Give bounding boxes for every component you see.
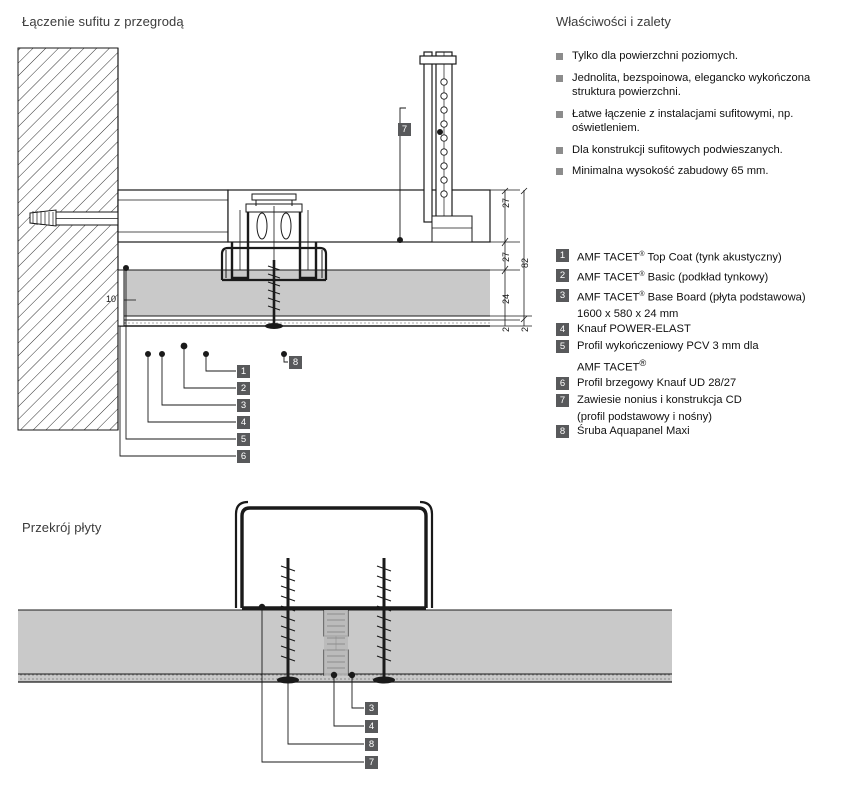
bullet-square-icon	[556, 168, 563, 175]
feature-text: Minimalna wysokość zabudowy 65 mm.	[572, 165, 769, 177]
legend-item	[556, 339, 841, 354]
legend-item	[556, 376, 841, 391]
bottom-section-panel	[0, 490, 700, 790]
tag-8-top: 8	[289, 356, 302, 369]
feature-item	[556, 71, 836, 100]
feature-text: Dla konstrukcji sufitowych podwieszanych.	[572, 143, 783, 156]
top-detail-title: Łączenie sufitu z przegrodą	[22, 14, 184, 29]
bullet-square-icon	[556, 147, 563, 154]
legend-label: Śruba Aquapanel Maxi	[577, 425, 690, 438]
features-panel	[556, 14, 836, 186]
legend-sublabel: (profil podstawowy i nośny)	[577, 410, 712, 423]
bottom-section-title: Przekrój płyty	[22, 520, 102, 535]
legend-panel	[556, 248, 841, 441]
legend-label: Knauf POWER-ELAST	[577, 323, 691, 336]
bottom-section-svg	[0, 490, 700, 790]
legend-label: AMF TACET® Basic (podkład tynkowy)	[577, 270, 769, 284]
legend-item	[556, 288, 841, 305]
dim-2-a: 2	[501, 326, 511, 332]
tag-7-bottom: 7	[365, 756, 378, 769]
bullet-square-icon	[556, 53, 563, 60]
legend-label: Profil brzegowy Knauf UD 28/27	[577, 376, 737, 389]
legend-number: 5	[556, 340, 569, 353]
legend-item	[556, 322, 841, 337]
dim-82: 82	[520, 257, 530, 268]
tag-3-top: 3	[237, 399, 250, 412]
bullet-square-icon	[556, 75, 563, 82]
dim-24: 24	[501, 293, 511, 304]
legend-item	[556, 393, 841, 408]
tag-1-top: 1	[237, 365, 250, 378]
pvc-edge-profile	[118, 270, 124, 326]
features-title: Właściwości i zalety	[556, 14, 671, 29]
dim-2-b: 2	[520, 326, 530, 332]
legend-item	[556, 424, 841, 439]
bottom-section-canvas	[0, 490, 700, 790]
tag-8-bottom: 8	[365, 738, 378, 751]
legend-number: 3	[556, 289, 569, 302]
tag-2-top: 2	[237, 382, 250, 395]
feature-text: Jednolita, bezspoinowa, elegancko wykończona struktura powierzchni.	[572, 71, 811, 98]
bullet-square-icon	[556, 111, 563, 118]
tag-3-bottom: 3	[365, 702, 378, 715]
dim-10: 10	[106, 294, 117, 304]
board-joint	[324, 610, 348, 676]
legend-number: 4	[556, 323, 569, 336]
feature-item	[556, 107, 836, 136]
legend-number: 2	[556, 269, 569, 282]
tag-7-top: 7	[398, 123, 411, 136]
legend-label: AMF TACET® Base Board (płyta podstawowa)	[577, 290, 806, 304]
feature-item	[556, 49, 836, 64]
legend-item	[556, 268, 841, 285]
legend-label: AMF TACET® Top Coat (tynk akustyczny)	[577, 251, 782, 264]
legend-label: Zawiesie nonius i konstrukcja CD	[577, 393, 742, 406]
top-detail-canvas	[0, 30, 540, 460]
feature-item	[556, 143, 836, 158]
tag-4-bottom: 4	[365, 720, 378, 733]
legend-number: 1	[556, 249, 569, 262]
top-detail-panel	[0, 0, 540, 470]
tag-5-top: 5	[237, 433, 250, 446]
legend-label: Profil wykończeniowy PCV 3 mm dla	[577, 340, 759, 353]
legend-item	[556, 248, 841, 265]
tag-6-top: 6	[237, 450, 250, 463]
legend-number: 7	[556, 394, 569, 407]
legend-sublabel: 1600 x 580 x 24 mm	[577, 308, 679, 321]
dim-27-b: 27	[501, 251, 511, 262]
tag-4-top: 4	[237, 416, 250, 429]
ud-edge-profile	[118, 190, 228, 242]
feature-text: Tylko dla powierzchni poziomych.	[572, 50, 739, 62]
legend-sublabel: AMF TACET®	[577, 358, 647, 374]
legend-number: 6	[556, 377, 569, 390]
legend-number: 8	[556, 425, 569, 438]
wall-anchor	[30, 210, 118, 226]
feature-text: Łatwe łączenie z instalacjami sufitowymi, np. oświetleniem.	[572, 107, 794, 134]
feature-item	[556, 164, 836, 179]
top-detail-svg	[0, 30, 540, 460]
dim-27-a: 27	[501, 197, 511, 208]
